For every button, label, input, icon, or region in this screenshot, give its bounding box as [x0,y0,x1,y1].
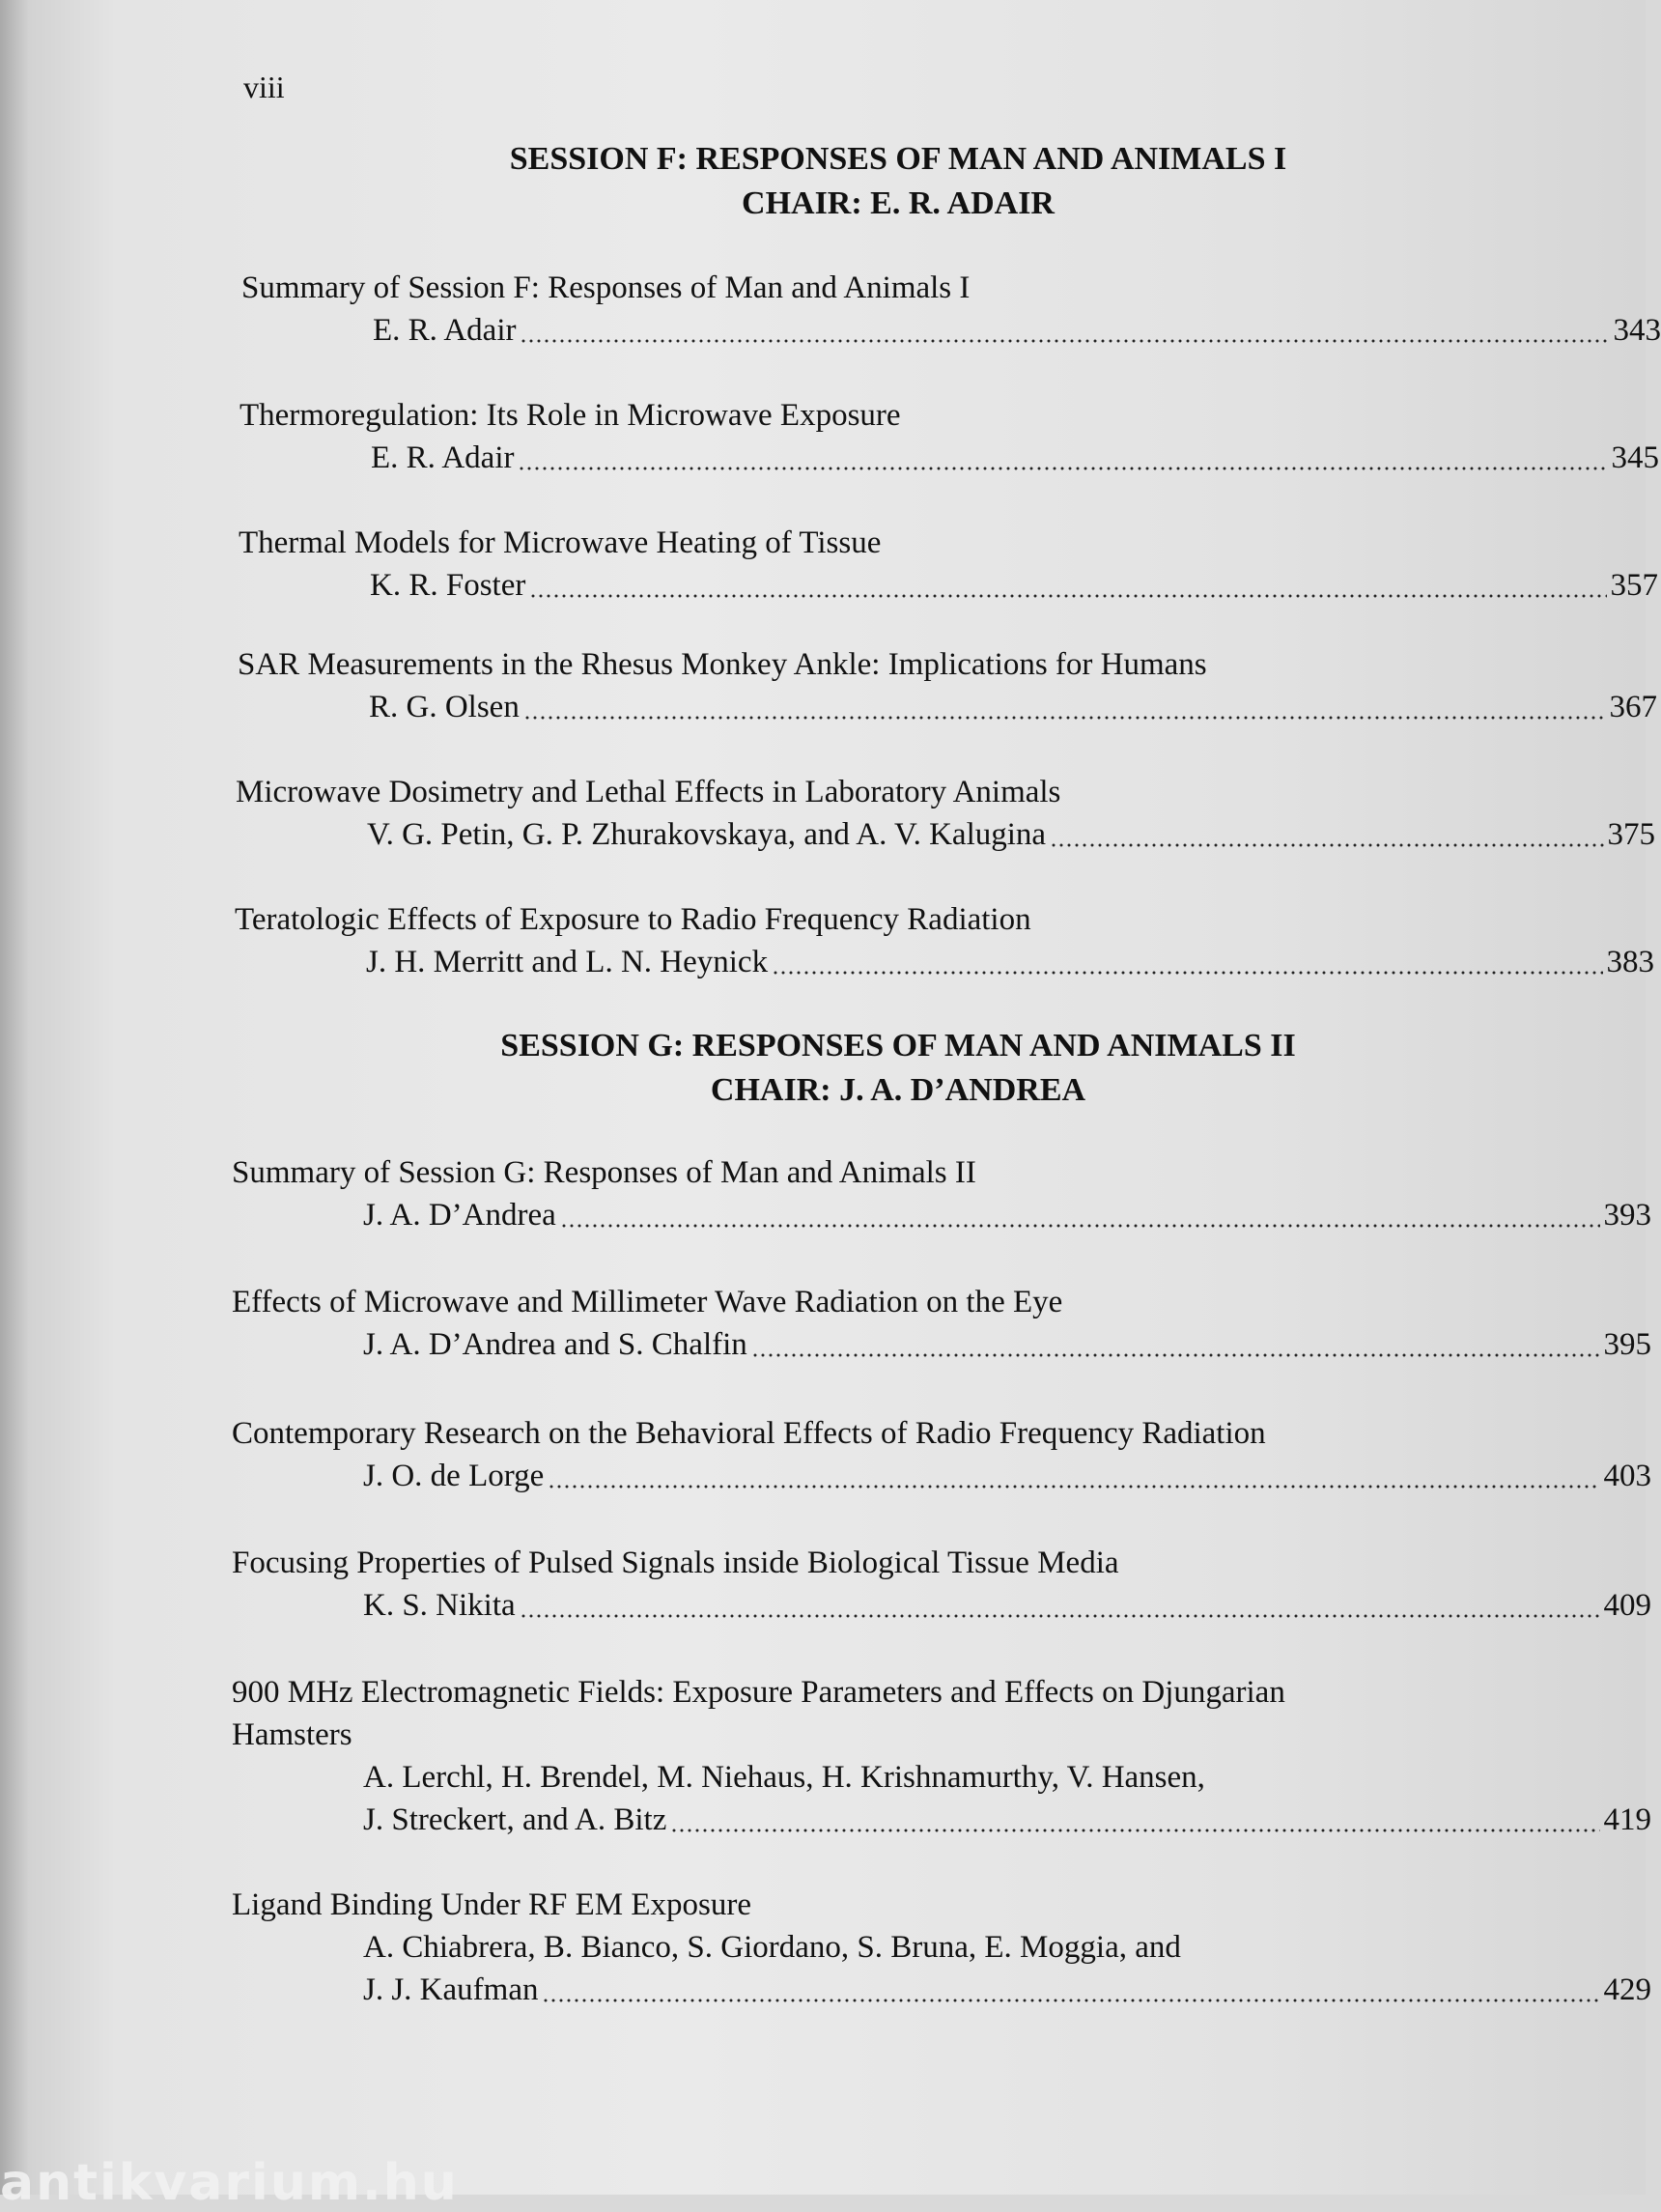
toc-entry[interactable] [232,1281,1651,1366]
entry-page: 395 [1604,1323,1652,1366]
entry-page: 393 [1604,1194,1652,1236]
entry-title: Microwave Dosimetry and Lethal Effects in Laboratory Animals [236,771,1655,813]
session-title: SESSION F: RESPONSES OF MAN AND ANIMALS I [290,137,1506,182]
entry-page: 419 [1604,1799,1652,1841]
entry-title: Summary of Session G: Responses of Man and Animals II [232,1151,1651,1194]
entry-page: 429 [1604,1969,1652,2011]
toc-entry[interactable] [238,643,1657,728]
entry-page: 409 [1604,1584,1652,1627]
toc-entry[interactable] [232,1542,1651,1627]
toc-entry[interactable] [232,1412,1651,1497]
session-chair: CHAIR: J. A. D’ANDREA [290,1068,1506,1113]
watermark: antikvarium.hu [0,2154,459,2212]
dot-leader [560,1224,1600,1228]
entry-title: Effects of Microwave and Millimeter Wave Radiation on the Eye [232,1281,1651,1323]
toc-entry[interactable] [235,898,1654,983]
toc-entry[interactable] [232,1884,1651,2011]
entry-title: Focusing Properties of Pulsed Signals inside Biological Tissue Media [232,1542,1651,1584]
dot-leader [523,716,1606,720]
dot-leader [548,1485,1599,1489]
entry-authors: A. Lerchl, H. Brendel, M. Niehaus, H. Krishnamurthy, V. Hansen, [232,1756,1651,1799]
entry-authors: K. R. Foster [370,564,525,607]
dot-leader [542,1999,1599,2002]
session-title: SESSION G: RESPONSES OF MAN AND ANIMALS II [290,1024,1506,1068]
session-f-heading [290,137,1506,226]
dot-leader [520,1614,1600,1618]
dot-leader [751,1353,1600,1357]
entry-title: Thermoregulation: Its Role in Microwave Exposure [239,394,1659,437]
entry-title: Teratologic Effects of Exposure to Radio Frequency Radiation [235,898,1654,941]
toc-entry[interactable] [232,1151,1651,1236]
entry-title: Contemporary Research on the Behavioral Effects of Radio Frequency Radiation [232,1412,1651,1455]
entry-authors: K. S. Nikita [363,1584,516,1627]
entry-authors: J. O. de Lorge [363,1455,544,1497]
dot-leader [518,467,1607,470]
entry-authors: E. R. Adair [371,437,514,479]
dot-leader [529,594,1606,598]
entry-page: 345 [1612,437,1660,479]
toc-entry[interactable] [236,771,1655,856]
entry-authors: E. R. Adair [373,309,516,352]
toc-entry[interactable] [241,267,1661,352]
entry-page: 383 [1607,941,1655,983]
entry-authors-continued: J. J. Kaufman [363,1969,538,2011]
entry-page: 367 [1610,686,1658,728]
entry-title: SAR Measurements in the Rhesus Monkey Ankle: Implications for Humans [238,643,1657,686]
toc-entry[interactable] [239,522,1658,607]
entry-title: 900 MHz Electromagnetic Fields: Exposure Parameters and Effects on Djungarian [232,1671,1651,1714]
entry-authors: J. A. D’Andrea and S. Chalfin [363,1323,747,1366]
entry-authors: R. G. Olsen [369,686,520,728]
entry-authors-continued: J. Streckert, and A. Bitz [363,1799,666,1841]
toc-entry[interactable] [232,1671,1651,1841]
entry-page: 375 [1608,813,1656,856]
entry-title: Summary of Session F: Responses of Man and Animals I [241,267,1661,309]
session-g-heading [290,1024,1506,1113]
page-number: viii [243,70,285,105]
entry-page: 343 [1614,309,1661,352]
entry-authors: A. Chiabrera, B. Bianco, S. Giordano, S. Bruna, E. Moggia, and [232,1926,1651,1969]
dot-leader [670,1829,1599,1832]
dot-leader [520,339,1609,343]
toc-entry[interactable] [239,394,1659,479]
dot-leader [772,971,1602,975]
entry-title: Thermal Models for Microwave Heating of Tissue [239,522,1658,564]
entry-authors: J. H. Merritt and L. N. Heynick [366,941,768,983]
entry-title-continued: Hamsters [232,1714,1651,1756]
dot-leader [1050,843,1603,847]
entry-page: 357 [1611,564,1659,607]
session-chair: CHAIR: E. R. ADAIR [290,182,1506,226]
entry-page: 403 [1604,1455,1652,1497]
entry-title: Ligand Binding Under RF EM Exposure [232,1884,1651,1926]
entry-authors: V. G. Petin, G. P. Zhurakovskaya, and A. V. Kalugina [367,813,1046,856]
entry-authors: J. A. D’Andrea [363,1194,556,1236]
